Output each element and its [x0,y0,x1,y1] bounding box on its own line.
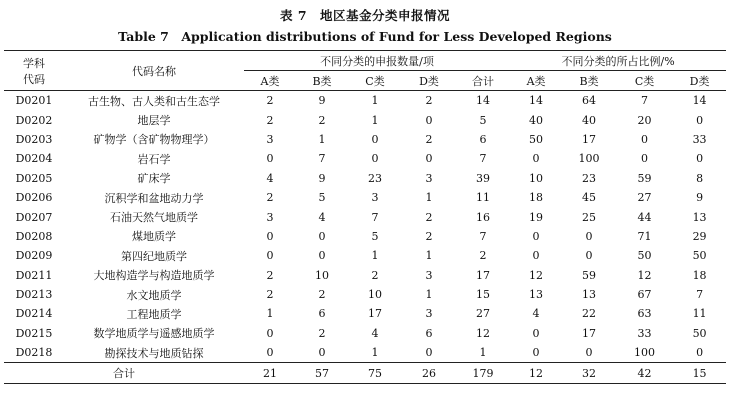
ratio-a: 0 [532,249,540,263]
ratio-a: 0 [532,346,540,360]
table-title-english: Table 7 Application distributions of Fund for Less Developed Regions [118,29,612,44]
count-a: 0 [266,326,274,340]
ratio-a: 13 [529,288,544,302]
ratio-c: 71 [637,229,652,243]
table-title-chinese: 表 7 地区基金分类申报情况 [279,8,451,23]
total-ratio-b: 32 [562,363,616,384]
count-a: 2 [266,113,274,127]
ratio-d: 13 [692,210,707,224]
count-a: 2 [266,191,274,205]
row-name: 数学地质学与遥感地质学 [93,327,215,341]
row-code: D0214 [15,307,53,321]
ratio-b: 17 [582,132,597,146]
count-a: 0 [266,152,274,166]
ratio-col-header: A类 [510,71,562,91]
table-row [4,149,726,168]
total-ratio-c: 42 [616,363,673,384]
count-total: 2 [479,249,487,263]
count-c: 7 [371,210,379,224]
count-d: 0 [425,113,433,127]
row-code: D0213 [15,288,53,302]
table-row [4,227,726,246]
ratio-d: 9 [696,191,704,205]
count-c: 5 [371,229,379,243]
ratio-d: 0 [696,113,704,127]
ratio-b: 0 [585,346,593,360]
table-row [4,246,726,265]
count-group-header: 不同分类的申报数量/项 [244,51,510,71]
row-name: 大地构造学与构造地质学 [93,269,215,283]
table-row [4,110,726,129]
count-b: 2 [318,326,326,340]
count-total: 11 [476,191,491,205]
count-b: 4 [318,210,326,224]
count-total: 15 [476,288,491,302]
count-c: 10 [368,288,382,302]
count-total: 14 [476,94,491,108]
count-a: 1 [266,307,274,321]
count-total: 7 [479,229,487,243]
count-b: 6 [318,307,326,321]
count-c: 3 [371,191,379,205]
ratio-a: 0 [532,326,540,340]
ratio-c: 59 [637,171,652,185]
ratio-a: 12 [529,268,544,282]
ratio-a: 10 [529,171,544,185]
ratio-d: 11 [692,307,707,321]
count-c: 2 [371,268,379,282]
row-name: 石油天然气地质学 [110,211,198,225]
total-ratio-a: 12 [510,363,562,384]
ratio-c: 33 [637,326,652,340]
row-code: D0205 [15,171,53,185]
ratio-a: 19 [529,210,544,224]
count-a: 2 [266,268,274,282]
count-d: 1 [425,288,433,302]
ratio-d: 29 [692,229,707,243]
total-count-total: 179 [456,363,510,384]
row-name: 矿床学 [137,172,171,186]
table-row [4,343,726,363]
ratio-c: 50 [637,249,652,263]
table-row [4,169,726,188]
code-header-line1: 学科 [23,56,45,70]
count-total: 39 [476,171,491,185]
total-count-a: 21 [244,363,296,384]
count-d: 2 [425,94,433,108]
ratio-a: 40 [529,113,544,127]
count-a: 3 [266,132,274,146]
ratio-b: 22 [582,307,597,321]
count-c: 1 [371,94,379,108]
ratio-c: 7 [641,94,649,108]
ratio-c: 0 [641,152,649,166]
row-code: D0204 [15,152,53,166]
count-b: 2 [318,288,326,302]
ratio-c: 20 [637,113,652,127]
count-b: 9 [318,94,326,108]
table-row [4,188,726,207]
count-b: 2 [318,113,326,127]
count-d: 3 [425,268,433,282]
ratio-a: 14 [529,94,544,108]
table-body [4,91,726,384]
ratio-a: 0 [532,152,540,166]
count-total: 16 [476,210,491,224]
count-a: 0 [266,249,274,263]
count-total: 27 [476,307,491,321]
count-a: 3 [266,210,274,224]
count-a: 2 [266,288,274,302]
total-count-c: 75 [348,363,402,384]
ratio-b: 25 [582,210,597,224]
row-name: 古生物、古人类和古生态学 [88,94,220,108]
count-b: 1 [318,132,326,146]
ratio-d: 14 [692,94,707,108]
ratio-b: 13 [582,288,597,302]
ratio-b: 23 [582,171,597,185]
row-code: D0215 [15,326,53,340]
count-col-header: D类 [402,71,456,91]
ratio-col-header: D类 [673,71,726,91]
row-name: 矿物学（含矿物物理学） [93,133,215,147]
count-a: 4 [266,171,274,185]
table-row [4,266,726,285]
ratio-d: 0 [696,152,704,166]
count-col-header: C类 [348,71,402,91]
count-d: 0 [425,346,433,360]
ratio-group-header: 不同分类的所占比例/% [510,51,726,71]
count-d: 2 [425,132,433,146]
table-row [4,285,726,304]
ratio-b: 64 [582,94,597,108]
row-code: D0207 [15,210,53,224]
ratio-a: 50 [529,132,544,146]
row-name: 第四纪地质学 [121,249,187,263]
count-total: 7 [479,152,487,166]
count-b: 10 [315,268,329,282]
count-col-header: A类 [244,71,296,91]
row-code: D0209 [15,249,53,263]
count-c: 23 [368,171,382,185]
code-header [4,51,64,91]
row-code: D0203 [15,132,53,146]
count-d: 0 [425,152,433,166]
row-name: 勘探技术与地质钻探 [104,346,204,360]
row-name: 地层学 [137,114,171,128]
ratio-a: 0 [532,229,540,243]
ratio-b: 0 [585,249,593,263]
count-c: 0 [371,152,379,166]
count-total: 5 [479,113,487,127]
ratio-c: 63 [637,307,652,321]
row-name: 岩石学 [137,152,171,166]
ratio-d: 50 [692,249,707,263]
ratio-d: 50 [692,326,707,340]
ratio-d: 7 [696,288,704,302]
ratio-b: 40 [582,113,597,127]
ratio-d: 8 [696,171,704,185]
ratio-b: 45 [582,191,597,205]
count-d: 3 [425,307,433,321]
table-row [4,324,726,343]
count-b: 0 [318,249,326,263]
table-row [4,91,726,111]
ratio-b: 17 [582,326,597,340]
ratio-d: 33 [692,132,707,146]
row-code: D0218 [15,346,53,360]
count-total: 1 [479,346,487,360]
count-d: 6 [425,326,433,340]
row-name: 工程地质学 [126,307,182,321]
ratio-c: 44 [637,210,652,224]
count-b: 0 [318,229,326,243]
ratio-a: 4 [532,307,540,321]
count-d: 2 [425,229,433,243]
count-b: 9 [318,171,326,185]
count-col-header: B类 [296,71,348,91]
ratio-c: 100 [634,346,656,360]
total-ratio-d: 15 [673,363,726,384]
ratio-a: 18 [529,191,544,205]
ratio-b: 0 [585,229,593,243]
count-a: 0 [266,229,274,243]
count-d: 3 [425,171,433,185]
application-distribution-table [4,50,726,384]
count-d: 1 [425,191,433,205]
ratio-b: 59 [582,268,597,282]
count-d: 2 [425,210,433,224]
count-b: 7 [318,152,326,166]
count-total: 17 [476,268,491,282]
ratio-b: 100 [578,152,600,166]
table-row [4,207,726,226]
table-row [4,304,726,323]
count-b: 0 [318,346,326,360]
count-a: 2 [266,94,274,108]
row-name: 煤地质学 [132,230,176,244]
count-a: 0 [266,346,274,360]
ratio-c: 0 [641,132,649,146]
ratio-c: 67 [637,288,652,302]
code-header-line2: 代码 [23,72,45,86]
total-label: 合计 [4,363,244,384]
ratio-col-header: C类 [616,71,673,91]
total-count-b: 57 [296,363,348,384]
ratio-col-header: B类 [562,71,616,91]
total-row [4,363,726,384]
count-col-header: 合计 [456,71,510,91]
row-name: 水文地质学 [126,288,182,302]
count-c: 1 [371,346,379,360]
count-c: 1 [371,249,379,263]
row-code: D0202 [15,113,53,127]
row-code: D0206 [15,191,53,205]
count-b: 5 [318,191,326,205]
count-total: 6 [479,132,487,146]
row-name: 沉积学和盆地动力学 [104,191,204,205]
name-header: 代码名称 [64,51,244,91]
count-d: 1 [425,249,433,263]
row-code: D0211 [15,268,53,282]
ratio-c: 12 [637,268,652,282]
count-c: 0 [371,132,379,146]
count-c: 17 [368,307,382,321]
table-row [4,130,726,149]
count-c: 4 [371,326,379,340]
ratio-c: 27 [637,191,652,205]
ratio-d: 0 [696,346,704,360]
row-code: D0208 [15,229,53,243]
count-total: 12 [476,326,491,340]
total-count-d: 26 [402,363,456,384]
count-c: 1 [371,113,379,127]
row-code: D0201 [15,94,53,108]
ratio-d: 18 [692,268,707,282]
